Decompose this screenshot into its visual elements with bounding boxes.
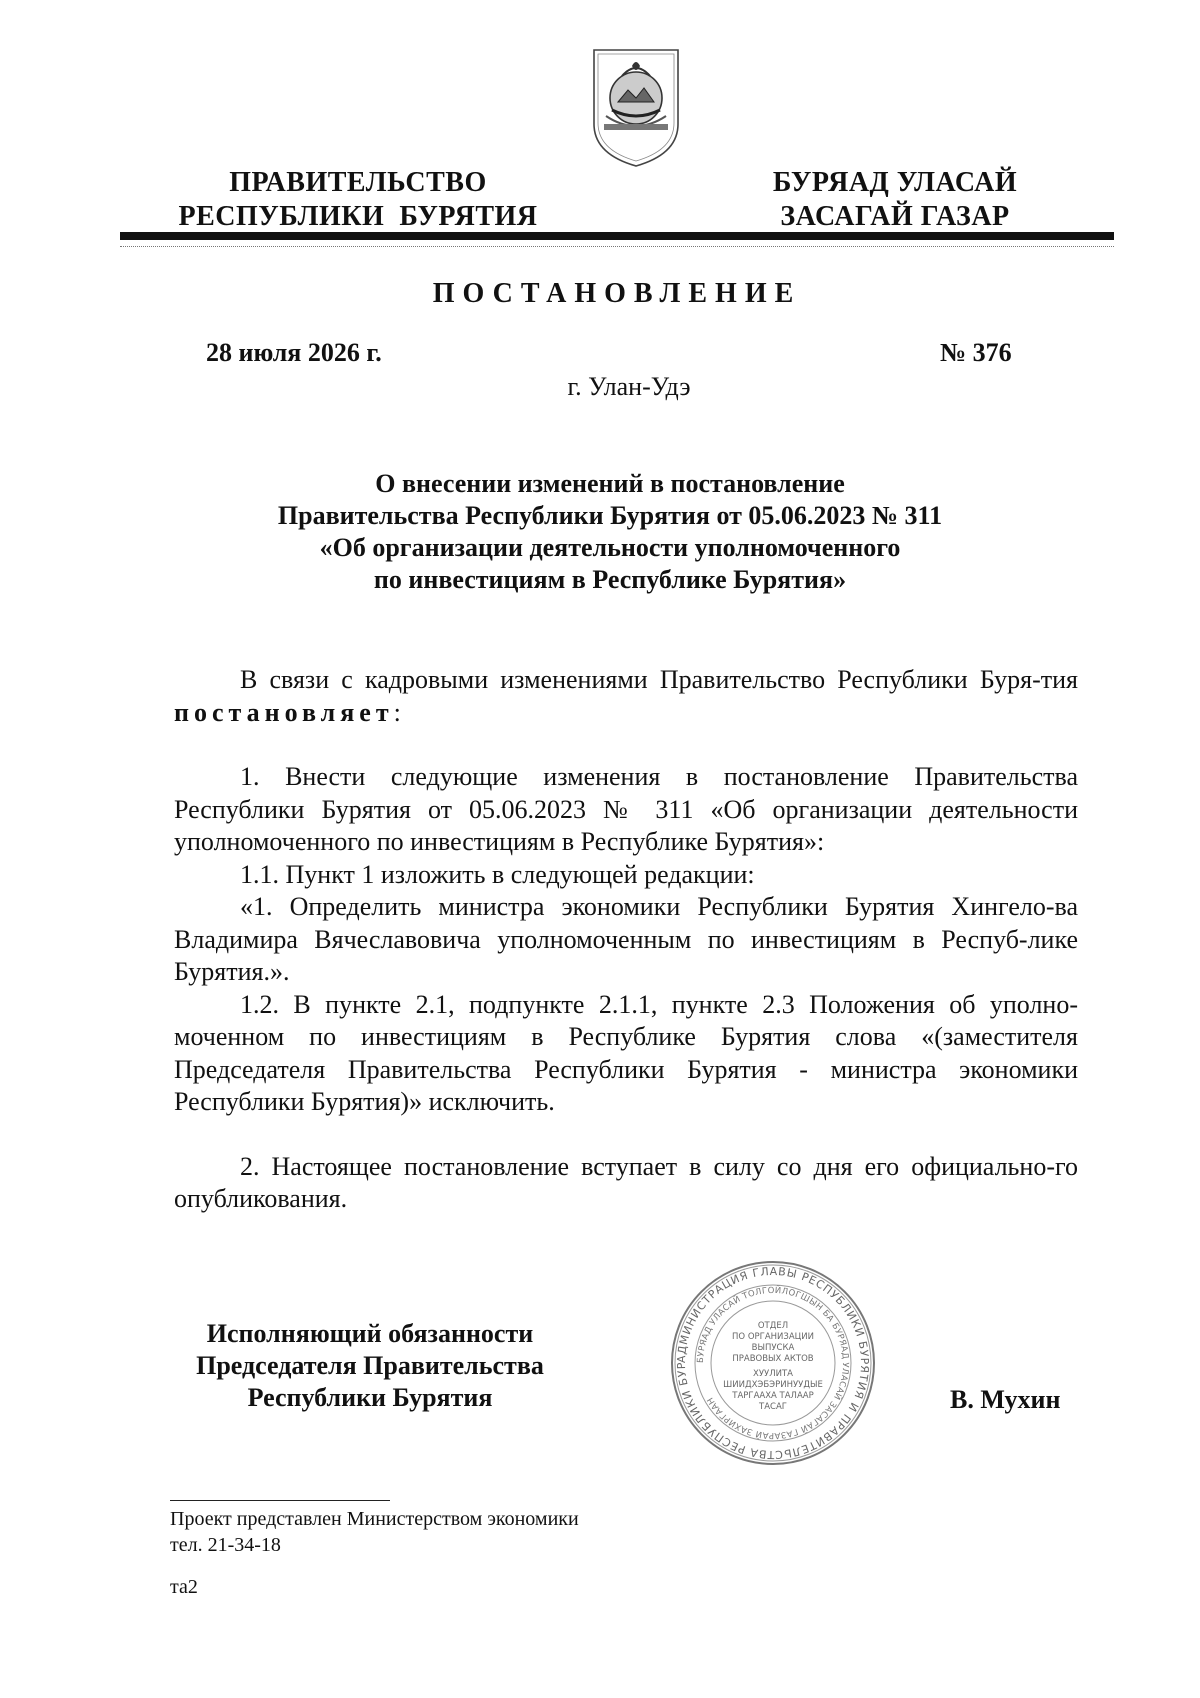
footer-phone: тел. 21-34-18: [170, 1534, 281, 1556]
title-line2: Правительства Республики Бурятия от 05.06.2023 № 311: [277, 501, 943, 530]
header-right-line1: БУРЯАД УЛАСАЙ: [772, 167, 1018, 198]
stamp-center-line: ОТДЕЛ: [757, 1321, 789, 1331]
document-type-heading: ПОСТАНОВЛЕНИЕ: [432, 278, 802, 309]
footer-notes: [170, 1506, 770, 1600]
official-stamp: [668, 1258, 878, 1468]
stamp-center-line: ТАСАГ: [759, 1402, 787, 1412]
signatory-title: [170, 1318, 570, 1414]
document-city: г. Улан-Удэ: [567, 372, 691, 401]
signatory-line1: Исполняющий обязанности: [206, 1319, 534, 1348]
stamp-center-line: ПРАВОВЫХ АКТОВ: [732, 1354, 814, 1364]
stamp-inner-ring-text: БУРЯАД УЛАСАЙ ТОЛГОЙЛОГШЫН БА БУРЯАД УЛАСАЙ ЗАСАГАЙ ГАЗАРАЙ ЗАХИРГААН: [695, 1285, 851, 1441]
signatory-line2: Председателя Правительства: [196, 1351, 544, 1380]
signatory-line3: Республики Бурятия: [247, 1383, 493, 1412]
header-thin-rule: [120, 246, 1114, 247]
header-left: [168, 166, 548, 234]
document-title: [170, 468, 1050, 596]
paragraph-1-1: 1.1. Пункт 1 изложить в следующей редакции:: [240, 859, 755, 889]
stamp-outer-text: АДМИНИСТРАЦИЯ ГЛАВЫ РЕСПУБЛИКИ БУРЯТИЯ И ПРАВИТЕЛЬСТВА РЕСПУБЛИКИ БУР: [674, 1264, 872, 1462]
stamp-center-line: ПО ОРГАНИЗАЦИИ: [732, 1332, 814, 1342]
paragraph-1: 1. Внести следующие изменения в постановление Правительства Республики Бурятия от 05.06.2023 № 311 «Об организации деятельности уполномоченного по инвестициям в Республике Бурятия»:: [174, 762, 1078, 856]
title-line4: по инвестициям в Республике Бурятия»: [373, 565, 847, 594]
signatory-name: В. Мухин: [950, 1385, 1061, 1414]
header-right: [730, 166, 1060, 234]
title-line1: О внесении изменений в постановление: [375, 469, 845, 498]
document-number: № 376: [940, 338, 1012, 367]
preamble-emphasis: постановляет: [174, 697, 394, 727]
preamble-text: В связи с кадровыми изменениями Правительство Республики Буря-тия: [240, 665, 1078, 694]
stamp-center-line: ВЫПУСКА: [751, 1343, 795, 1353]
header-left-line2: РЕСПУБЛИКИ БУРЯТИЯ: [178, 201, 538, 232]
paragraph-1-2: 1.2. В пункте 2.1, подпункте 2.1.1, пункте 2.3 Положения об уполно-моченном по инвестициям в Республике Бурятия слова «(заместителя Председателя Правительства Республики Бурятия - министра экономики Республики Бурятия)» исключить.: [174, 989, 1078, 1116]
header-left-line1: ПРАВИТЕЛЬСТВО: [229, 167, 487, 198]
document-date: 28 июля 2026 г.: [206, 338, 382, 367]
paragraph-2: 2. Настоящее постановление вступает в силу со дня его официально-го опубликования.: [174, 1151, 1078, 1213]
header-right-line2: ЗАСАГАЙ ГАЗАР: [780, 201, 1010, 232]
stamp-center-line: ТАРГААХА ТАЛААР: [732, 1391, 814, 1401]
document-body: [174, 664, 1078, 1216]
stamp-center-line: ШИИДХЭБЭРИНУУДЫЕ: [723, 1380, 823, 1390]
footnote-rule: [170, 1500, 390, 1501]
title-line3: «Об организации деятельности уполномоченного: [319, 533, 901, 562]
preamble-paragraph: [174, 664, 1078, 729]
coat-of-arms-emblem: [588, 46, 684, 170]
official-stamp-icon: [668, 1258, 878, 1468]
paragraph-1-1-quote: «1. Определить министра экономики Республики Бурятия Хингело-ва Владимира Вячеславовича уполномоченным по инвестициям в Респуб-лике Бурятия.».: [174, 892, 1078, 986]
stamp-center-line: ХУУЛИТА: [753, 1369, 793, 1379]
republic-of-buryatia-coat-of-arms-icon: [588, 46, 684, 170]
footer-project: Проект представлен Министерством экономики: [170, 1508, 579, 1530]
header-thick-rule: [120, 232, 1114, 240]
footer-code: та2: [170, 1576, 198, 1598]
preamble-end: :: [393, 697, 401, 727]
